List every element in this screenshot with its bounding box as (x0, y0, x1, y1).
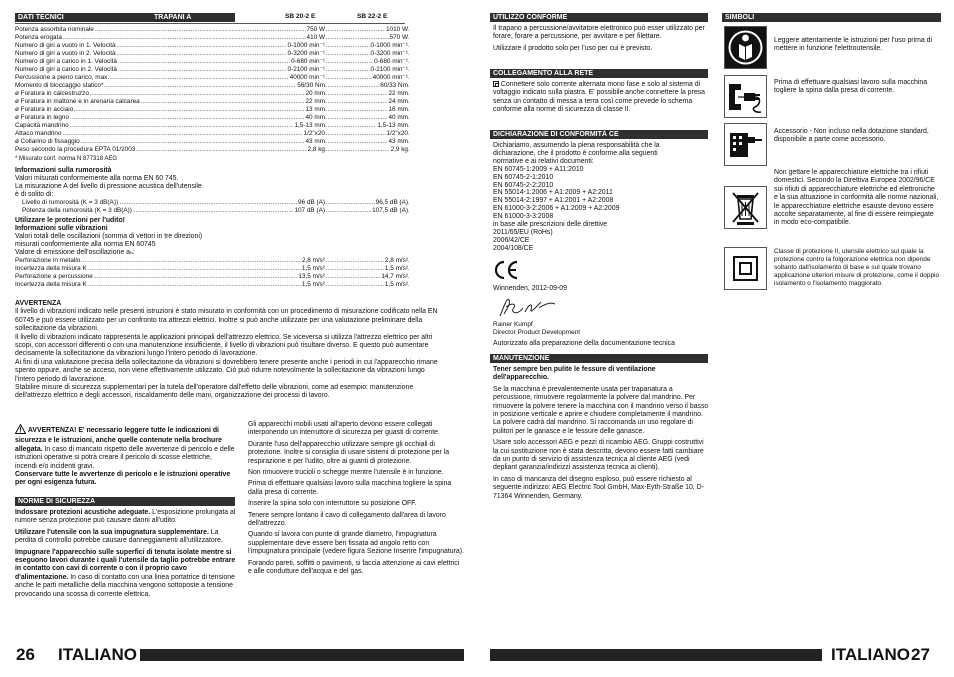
crossed-bin-icon (724, 186, 767, 229)
noise-line-1: Valori misurati conformemente alla norma EN 60 745. (15, 175, 179, 182)
table-row-value-1: 1/2"x20 (303, 130, 325, 137)
unplug-icon (724, 75, 767, 118)
vibration-title: Informazioni sulle vibrazioni (15, 225, 108, 232)
declaration-line: dichiarazione, che il prodotto è conforme alla seguenti (493, 149, 658, 157)
avvertenza-title: AVVERTENZA (15, 300, 62, 307)
safety-2-bold: Utilizzare l'utensile con la sua impugnatura supplementare. (15, 528, 209, 536)
table-row-label: ø Foratura in legno (15, 114, 69, 121)
table-row-label: Numero di giri a vuoto in 1. Velocità (15, 42, 116, 49)
table-row-label: Livello di rumorosità (K = 3 dB(A)) (22, 199, 119, 206)
table-row-value-1: 2,8 m/s² (301, 257, 325, 264)
authorized-text: Autorizzato alla preparazione della documentazione tecnica (493, 340, 675, 347)
declaration-line: Dichiariamo, assumendo la piena responsabilità che la (493, 142, 660, 149)
mid-paragraph-8: Forando pareti, soffitti o pavimenti, si faccia attenzione ai cavi elettrici e alle condutture dell'acqua e del gas. (248, 559, 460, 576)
avvertenza-text-1: Il livello di vibrazioni indicato nelle presenti istruzioni è stato misurato in conformità con un procedimento di misurazione codificato nella EN 60745 e può essere utilizzato per un confronto tra attrezzi elettrici. Inoltre si può anche utilizzare per una valutazione preliminare della sollecitazione da vibrazioni. (15, 308, 438, 333)
vibration-line-2: misurati conformemente alla norma EN 60745 (15, 241, 156, 248)
table-row-value-1: 56/30 Nm (297, 82, 325, 89)
table-row-label: Potenza erogata (15, 34, 62, 41)
footer-bar-left (140, 649, 464, 661)
table-row-value-1: 13,5 m/s² (298, 273, 325, 280)
declaration-line: 2011/65/EU (RoHs) (493, 228, 553, 236)
table-row-value-1: 750 W (306, 26, 325, 33)
signer-title: Director Product Development (493, 329, 581, 336)
avvertenza-text-4: Stabilire misure di sicurezza supplementari per la tutela dell'operatore dall'effetto delle vibrazioni, come ad esempio: manutenzione dell'attrezzo elettrico e degli accessori, riscaldamento delle mani, organizzazione dei processi di lavoro. (15, 384, 414, 400)
mid-paragraph-4: Prima di effettuare qualsiasi lavoro sulla macchina togliere la spina dalla presa di corrente. (248, 480, 452, 496)
protection-class-ii-icon (724, 247, 767, 290)
vibration-line-1: Valori totali delle oscillazioni (somma di vettori in tre direzioni) (15, 233, 203, 240)
class-two-square-icon (493, 81, 499, 87)
symbol-1-text: Leggere attentamente le istruzioni per l'uso prima di mettere in funzione l'elettroutensile. (774, 37, 932, 53)
table-row-value-1: 1,5-13 mm (294, 122, 325, 129)
mid-paragraph-5: Inserire la spina solo con interruttore su posizione OFF. (248, 500, 417, 508)
safety-rules-continued (248, 421, 464, 580)
maintenance-paragraph-1: Tener sempre ben pulite le fessure di ventilazione dell'apparecchio. (493, 366, 656, 382)
page-number-left: 26 (16, 645, 35, 664)
table-row-value-2: 0-680 min⁻¹ (374, 58, 408, 65)
table-row-value-2: 24 mm (388, 98, 408, 105)
table-row-value-2: 40000 min⁻¹ (372, 74, 408, 81)
table-row-value-2: 22 mm (388, 90, 408, 97)
maintenance-section (493, 366, 709, 504)
table-row-label: ø Foratura in calcestruzzo (15, 90, 89, 97)
language-label-left: ITALIANO (58, 645, 138, 664)
table-row-value-1: 1,5 m/s² (301, 265, 325, 272)
accessory-icon (724, 123, 767, 166)
signer-name: Rainer Kumpf (493, 321, 533, 328)
table-row-leader (15, 130, 409, 138)
table-row-label: Potenza assorbita nominale (15, 26, 94, 33)
table-row-label: Potenza della rumorosità (K = 3 dB(A)) (22, 207, 132, 214)
table-row-leader (15, 34, 409, 42)
use-paragraph-2: Utilizzare il prodotto solo per l'uso per cui è previsto. (493, 44, 653, 52)
table-row-value-2: 0-2100 min⁻¹ (370, 66, 408, 73)
table-row-value-2: 1,5 m/s² (384, 265, 408, 272)
symbols-header: SIMBOLI (722, 13, 941, 22)
general-warning (15, 424, 235, 488)
table-row-label: Numero di giri a vuoto in 2. Velocità (15, 50, 116, 57)
maintenance-header: MANUTENZIONE (490, 354, 708, 363)
declaration-line: EN 60745-2-1:2010 (493, 173, 554, 181)
table-row-value-2: 0-1000 min⁻¹ (370, 42, 408, 49)
table-row-label: ø Collarino di fissaggio (15, 138, 80, 145)
safety-rules (15, 509, 237, 602)
network-text: Connettere solo corrente alternata mono fase e solo al sistema di voltaggio indicato sulla piastra. E' possibile anche connettere la presa senza un contatto di messa a terra così come prevede lo schema conforme alla norme di sicurezza di classe II. (493, 81, 705, 114)
general-warning-text: In caso di mancato rispetto delle avvertenze di pericolo e delle istruzioni operative si potrà creare il pericolo di scosse elettriche, incendi e/o incidenti gravi. (15, 445, 235, 470)
col-header-1: SB 20-2 E (285, 13, 316, 20)
table-row-label: Attaco mandrino (15, 130, 62, 137)
declaration-line: 2006/42/CE (493, 236, 530, 244)
declaration-line: EN 60745-1:2009 + A11:2010 (493, 165, 584, 173)
table-row-value-1: 40000 min⁻¹ (289, 74, 325, 81)
table-row-label: ø Foratura in mattone e in arenaria calcarea (15, 98, 140, 105)
table-row-value-2: 96,5 dB (A) (375, 199, 408, 206)
table-row-value-2: 40 mm (388, 114, 408, 121)
table-row-value-1: 1,5 m/s² (301, 281, 325, 288)
table-row-value-2: 0-3200 min⁻¹ (370, 50, 408, 57)
place-date: Winnenden, 2012-09-09 (493, 285, 567, 292)
symbol-3-text: Accessorio - Non incluso nella dotazione standard, disponibile a parte come accessorio. (774, 128, 929, 144)
table-row-value-2: 1,5 m/s² (384, 281, 408, 288)
table-row-label: Perforazione in metallo (15, 257, 81, 264)
language-label-right: ITALIANO (831, 645, 911, 664)
use-paragraph-1: Il trapano a percussione/avvitatore elettronico può esser utilizzato per forare, forare a percussione, per avvitare e per filettare. (493, 25, 705, 41)
ce-mark-icon (493, 260, 519, 280)
page-number-right: 27 (911, 645, 930, 664)
mid-paragraph-7: Quando si lavora con punte di grande diametro, l'impugnatura supplementare deve essere ben fissata ad angolo retto con l'impugnatura principale (vedere figura Sezione Inserire l'impugnatura). (248, 531, 464, 556)
tech-data-subheader: TRAPANI A PERCUSSIONE (154, 14, 205, 30)
footer-bar-right (490, 649, 822, 661)
declaration-line: EN 55014-2:1997 + A1:2001 + A2:2008 (493, 197, 614, 205)
declaration-line: in base alle prescrizioni delle direttive (493, 221, 608, 229)
avvertenza-section (15, 300, 443, 401)
table-row-value-1: 0-1000 min⁻¹ (287, 42, 325, 49)
maintenance-paragraph-2: Se la macchina è prevalentemente usata per trapanatura a percussione, rimuovere regolarmente la polvere dal mandrino. Per rimuovere la polvere tenere la macchina con il mandrino verso il basso in posizione verticale e aprire e chiudere completamente il mandrino. La polvere cadrà dal mandrino. Si raccomanda un uso regolare di pulitori per le ganasce e le fessure delle ganasce. (493, 385, 709, 435)
table-row-label: Numero di giri a carico in 1. Velocità (15, 58, 117, 65)
table-row-leader (15, 114, 409, 122)
declaration-lines (493, 142, 709, 253)
mid-paragraph-6: Tenere sempre lontano il cavo di collegamento dall'area di lavoro dell'attrezzo. (248, 511, 446, 528)
safety-3-bold: Impugnare l'apparecchio sulle superfici di tenuta isolate mentre si eseguono lavori durante i quali l'utensile da taglio potrebbe entrare in contatto con cavi di corrente o con il proprio cavo d'alimentazione. (15, 548, 236, 581)
declaration-line: EN 55014-1:2006 + A1:2009 + A2:2011 (493, 189, 613, 197)
table-row-value-1: 2,8 kg (307, 146, 325, 153)
table-row-value-2: 570 W (389, 34, 408, 41)
table-row-value-1: 107 dB (A) (294, 207, 325, 214)
table-row-value-2: 107,5 dB (A) (372, 207, 408, 214)
maintenance-paragraph-3: Usare solo accessori AEG e pezzi di ricambio AEG. Gruppi costruttivi la cui sostituzione non è stata descritta, devono essere fatti cambiare da un punto di servizio di assistenza tecnica al cliente AEG (vedi depliant garanzia/indirizzi assistenza tecnica ai clienti). (493, 439, 704, 472)
table-row-value-2: 16 mm (388, 106, 408, 113)
ear-protection-note: Utilizzare le protezioni per l'udito! (15, 217, 125, 224)
table-row-value-1: 410 W (306, 34, 325, 41)
table-row-leader (15, 122, 409, 130)
mid-paragraph-2: Durante l'uso dell'apparecchio utilizzare sempre gli occhiali di protezione. Inoltre si consiglia di usare sistemi di protezione per la respirazione e per l'udito, oltre ai guanti di protezione. (248, 440, 450, 465)
safety-1-text: L'esposizione prolungata al rumore senza protezione può causare danni all'udito. (15, 509, 236, 525)
table-row-value-2: 2,9 kg (390, 146, 408, 153)
avvertenza-text-2: Il livello di vibrazioni indicato rappresenta le applicazioni principali dell'attrezzo elettrico. Se viceversa si utilizza l'attrezzo elettrico per altri scopi, con accessori differenti o con una manutenzione insufficiente, il livello di vibrazioni può risultare diverso. E questo può aumentare decisamente la sollecitazione da vibrazioni lungo l'intero periodo di lavorazione. (15, 333, 433, 358)
ce-mark (493, 260, 519, 280)
table-row-label: Peso secondo la procedura EPTA 01/2003. (15, 146, 138, 153)
safety-2-text: La perdita di controllo potrebbe causare danneggiamenti all'utilizzatore. (15, 528, 223, 545)
symbol-4-text: Non gettare le apparecchiature elettriche tra i rifiuti domestici. Secondo la Direttiva Europea 2002/96/CE sui rifiuti di apparecchiature elettriche ed elettroniche e la sua attuazione in conformità alle norme nazionali, le apparecchiature elettriche esauste devono essere accolte separatamente, al fine di essere reimpiegate in modo eco-compatibile. (774, 169, 939, 227)
table-row-value-1: 40 mm (305, 114, 325, 121)
tech-header-rule (15, 23, 405, 24)
network-header: COLLEGAMENTO ALLA RETE (490, 69, 708, 78)
avvertenza-text-3: Ai fini di una valutazione precisa della sollecitazione da vibrazioni si dovrebbero tenere presente anche i periodi in cui l'apparecchio rimane spento oppure, anche se acceso, non viene effettivamente utilizzato. Ciò può ridurre notevolmente la sollecitazione da vibrazioni lungo l'intero periodo di lavorazione. (15, 358, 438, 383)
table-row-value-2: 1010 W (385, 26, 408, 33)
table-row-value-1: 22 mm (305, 98, 325, 105)
safety-3-text: In caso di contatto con una linea portatrice di tensione anche le parti metalliche della macchina vengono sottoposte a tensione provocando una scossa di corrente elettrica. (15, 573, 235, 598)
warning-triangle-icon (15, 424, 26, 437)
col-header-2: SB 22-2 E (357, 13, 388, 20)
symbol-5-text: Classe di protezione II, utensile elettrico sul quale la protezione contro la folgorazione elettrica non dipende soltanto dall'isolamento di base e sul quale trovano applicazione ulteriori misure di protezione, come il doppio isolamento o l'isolamento maggiorato. (774, 248, 940, 287)
declaration-line: EN 60745-2-2:2010 (493, 181, 554, 189)
declaration-line: EN 61000-3-3:2008 (493, 213, 554, 221)
general-warning-keep: Conservare tutte le avvertenze di pericolo e le istruzioni operative per ogni esigenza futura. (15, 471, 231, 487)
table-row-label: Incertezza della misura K (15, 281, 87, 288)
table-row-value-2: 43 mm (388, 138, 408, 145)
table-row-label: ø Foratura in acciaio (15, 106, 74, 113)
mid-paragraph-3: Non rimuovere trucioli o schegge mentre l'utensile è in funzione. (248, 469, 444, 477)
table-row-value-1: 0-2100 min⁻¹ (287, 66, 325, 73)
mid-paragraph-1: Gli apparecchi mobili usati all'aperto devono essere collegati interponendo un interruttore di sicurezza per guasti di corrente. (248, 421, 440, 437)
table-row-value-2: 1/2"x20 (386, 130, 408, 137)
table-row-label: Percussione a pieno carico, max. (15, 74, 110, 81)
read-manual-icon (724, 26, 767, 69)
general-warning-bold: AVVERTENZA! E' necessario leggere tutte le indicazioni di sicurezza e le istruzioni, anche quelle contenute nella brochure allegata. (15, 427, 222, 453)
declaration-line: normative e ai relativi documenti: (493, 157, 594, 165)
table-row-label: Capacità mandrino (15, 122, 69, 129)
table-row-label: Perforazione a percussione (15, 273, 93, 280)
safety-header: NORME DI SICUREZZA (15, 497, 235, 506)
use-header: UTILIZZO CONFORME (490, 13, 708, 22)
signature (497, 294, 557, 324)
symbol-2-text: Prima di effettuare qualsiasi lavoro sulla macchina togliere la spina dalla presa di corrente. (774, 79, 928, 95)
table-row-label: Momento di bloccaggio statico* (15, 82, 104, 89)
table-row-value-2: 2,8 m/s² (384, 257, 408, 264)
maintenance-paragraph-4: In caso di mancanza del disegno esploso, può essere richiesto al seguente indirizzo: AEG Electric Tool GmbH, Max-Eyth-Straße 10, D-71364 Winnenden, Germany. (493, 475, 704, 500)
table-row-value-2: 60/33 Nm (380, 82, 408, 89)
table-row-value-2: 1,5-13 mm (377, 122, 408, 129)
declaration-line: 2004/108/CE (493, 244, 534, 252)
noise-title: Informazioni sulla rumorosità (15, 167, 112, 174)
footnote: * Misurato conf. norma N 877318 AEG (15, 156, 118, 162)
table-row-value-2: 14,7 m/s² (381, 273, 408, 280)
declaration-line: EN 61000-3-2:2006 + A1:2009 + A2:2009 (493, 205, 620, 213)
table-row-label: Incertezza della misura K (15, 265, 87, 272)
vibration-line-3: Valore di emissione dell'oscillazione aₕ: (15, 249, 135, 256)
table-row-value-1: 0-680 min⁻¹ (291, 58, 325, 65)
table-row-value-1: 96 dB (A) (298, 199, 325, 206)
table-row-label: Numero di giri a carico in 2. Velocità (15, 66, 117, 73)
table-row-value-1: 13 mm (305, 106, 325, 113)
table-row-value-1: 0-3200 min⁻¹ (287, 50, 325, 57)
table-row-value-1: 43 mm (305, 138, 325, 145)
declaration-header: DICHIARAZIONE DI CONFORMITÀ CE (490, 130, 708, 139)
network-section (493, 81, 709, 115)
noise-line-3: è di solito di: (15, 191, 54, 198)
use-section (493, 25, 709, 56)
table-row-value-1: 20 mm (305, 90, 325, 97)
safety-1-bold: Indossare protezioni acustiche adeguate. (15, 509, 151, 516)
noise-line-2: La misurazione A del livello di pressione acustica dell'utensile (15, 183, 202, 190)
tech-data-header-label: DATI TECNICI (18, 14, 64, 21)
